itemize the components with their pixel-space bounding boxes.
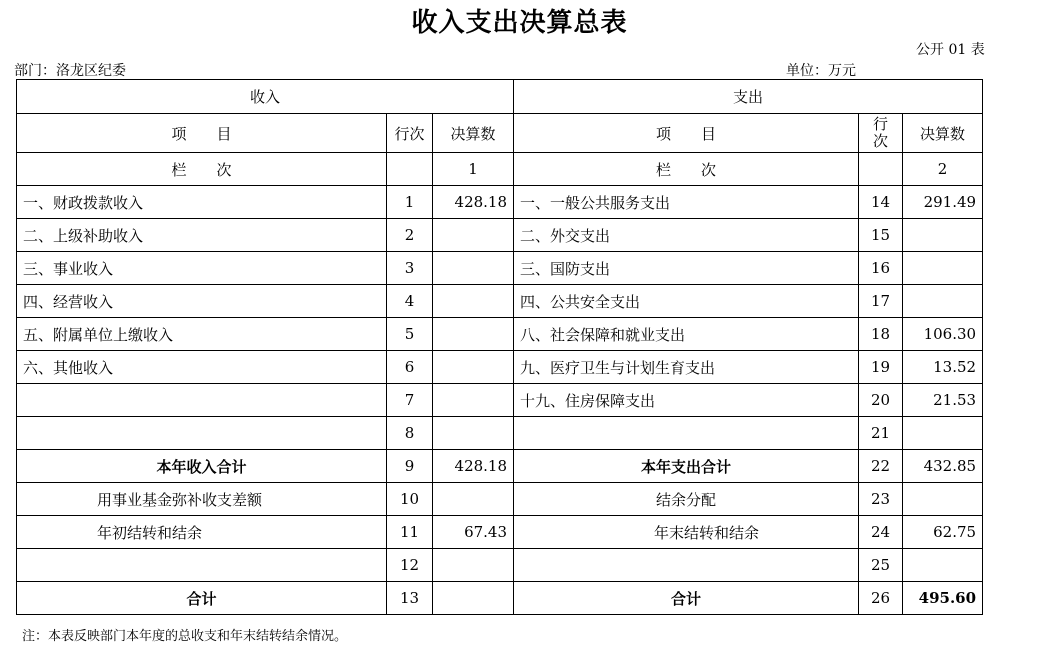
income-row-no: 7 [387, 384, 433, 417]
column-index-row [17, 153, 983, 186]
expense-row-no: 22 [859, 450, 903, 483]
expense-year-total-label: 本年支出合计 [514, 450, 859, 483]
expense-item [514, 417, 859, 450]
income-row-no: 12 [387, 549, 433, 582]
table-row [17, 285, 983, 318]
expense-item: 十九、住房保障支出 [514, 384, 859, 417]
income-grand-total-label: 合计 [17, 582, 387, 615]
income-value [433, 384, 514, 417]
income-item-header: 项 目 [17, 114, 387, 153]
income-value [433, 252, 514, 285]
income-row-no: 10 [387, 483, 433, 516]
expense-item: 四、公共安全支出 [514, 285, 859, 318]
income-year-total-label: 本年收入合计 [17, 450, 387, 483]
expense-row-no: 24 [859, 516, 903, 549]
income-value: 428.18 [433, 186, 514, 219]
income-item: 五、附属单位上缴收入 [17, 318, 387, 351]
income-row-no-header: 行次 [387, 114, 433, 153]
year-total-row [17, 450, 983, 483]
income-column-row-no [387, 153, 433, 186]
income-section-header: 收入 [17, 80, 514, 114]
income-row-no: 4 [387, 285, 433, 318]
expense-item: 一、一般公共服务支出 [514, 186, 859, 219]
income-item: 六、其他收入 [17, 351, 387, 384]
expense-row-no: 17 [859, 285, 903, 318]
income-row-no: 6 [387, 351, 433, 384]
expense-item: 八、社会保障和就业支出 [514, 318, 859, 351]
income-value [433, 285, 514, 318]
expense-value [903, 285, 983, 318]
expense-value [903, 219, 983, 252]
expense-row-no: 15 [859, 219, 903, 252]
section-header-row [17, 80, 983, 114]
income-item: 二、上级补助收入 [17, 219, 387, 252]
income-column-label: 栏 次 [17, 153, 387, 186]
table-row [17, 252, 983, 285]
expense-carry-label: 年末结转和结余 [514, 516, 859, 549]
income-grand-total-value [433, 582, 514, 615]
expense-value: 13.52 [903, 351, 983, 384]
expense-row-no: 16 [859, 252, 903, 285]
expense-row-no: 21 [859, 417, 903, 450]
table-row [17, 186, 983, 219]
expense-row-no: 23 [859, 483, 903, 516]
income-row-no: 9 [387, 450, 433, 483]
income-row-no: 2 [387, 219, 433, 252]
table-row [17, 417, 983, 450]
expense-item: 二、外交支出 [514, 219, 859, 252]
income-value [433, 219, 514, 252]
table-row [17, 318, 983, 351]
carry-row [17, 516, 983, 549]
income-value [433, 417, 514, 450]
income-year-total-value: 428.18 [433, 450, 514, 483]
income-row-no: 13 [387, 582, 433, 615]
table-row [17, 219, 983, 252]
fund-row [17, 483, 983, 516]
expense-row-no: 19 [859, 351, 903, 384]
income-item: 四、经营收入 [17, 285, 387, 318]
income-column-index: 1 [433, 153, 514, 186]
expense-value: 21.53 [903, 384, 983, 417]
expense-carry-value: 62.75 [903, 516, 983, 549]
expense-section-header: 支出 [514, 80, 983, 114]
expense-year-total-value: 432.85 [903, 450, 983, 483]
income-row-no: 5 [387, 318, 433, 351]
expense-item: 三、国防支出 [514, 252, 859, 285]
income-item [17, 417, 387, 450]
expense-row-no: 20 [859, 384, 903, 417]
expense-value: 106.30 [903, 318, 983, 351]
report-title: 收入支出决算总表 [411, 8, 628, 38]
income-expense-table [16, 79, 983, 615]
expense-amount-header: 决算数 [903, 114, 983, 153]
income-fund-value [433, 483, 514, 516]
column-header-row [17, 114, 983, 153]
expense-value: 291.49 [903, 186, 983, 219]
income-amount-header: 决算数 [433, 114, 514, 153]
income-row-no: 1 [387, 186, 433, 219]
blank-row [17, 549, 983, 582]
expense-grand-total-value: 495.60 [903, 582, 983, 615]
expense-item: 九、医疗卫生与计划生育支出 [514, 351, 859, 384]
expense-value [903, 417, 983, 450]
expense-blank-value [903, 549, 983, 582]
expense-row-no: 18 [859, 318, 903, 351]
department-label: 部门：洛龙区纪委 [14, 63, 126, 79]
expense-column-index: 2 [903, 153, 983, 186]
income-item: 一、财政拨款收入 [17, 186, 387, 219]
expense-row-no-header: 行 次 [859, 114, 903, 153]
income-blank-label [17, 549, 387, 582]
expense-distribution-label: 结余分配 [514, 483, 859, 516]
expense-row-no: 25 [859, 549, 903, 582]
income-value [433, 318, 514, 351]
income-row-no: 11 [387, 516, 433, 549]
table-row [17, 384, 983, 417]
expense-item-header: 项 目 [514, 114, 859, 153]
expense-grand-total-label: 合计 [514, 582, 859, 615]
form-number: 公开 01 表 [916, 42, 985, 58]
income-value [433, 351, 514, 384]
table-row [17, 351, 983, 384]
footnote: 注：本表反映部门本年度的总收支和年末结转结余情况。 [22, 629, 348, 644]
expense-column-row-no [859, 153, 903, 186]
expense-row-no: 14 [859, 186, 903, 219]
income-item [17, 384, 387, 417]
expense-value [903, 252, 983, 285]
detail-rows [17, 186, 983, 450]
expense-blank-label [514, 549, 859, 582]
expense-row-no: 26 [859, 582, 903, 615]
income-carry-value: 67.43 [433, 516, 514, 549]
income-item: 三、事业收入 [17, 252, 387, 285]
grand-total-row [17, 582, 983, 615]
income-row-no: 3 [387, 252, 433, 285]
income-row-no: 8 [387, 417, 433, 450]
income-carry-label: 年初结转和结余 [17, 516, 387, 549]
income-blank-value [433, 549, 514, 582]
unit-label: 单位：万元 [786, 63, 856, 79]
expense-column-label: 栏 次 [514, 153, 859, 186]
income-fund-label: 用事业基金弥补收支差额 [17, 483, 387, 516]
expense-distribution-value [903, 483, 983, 516]
